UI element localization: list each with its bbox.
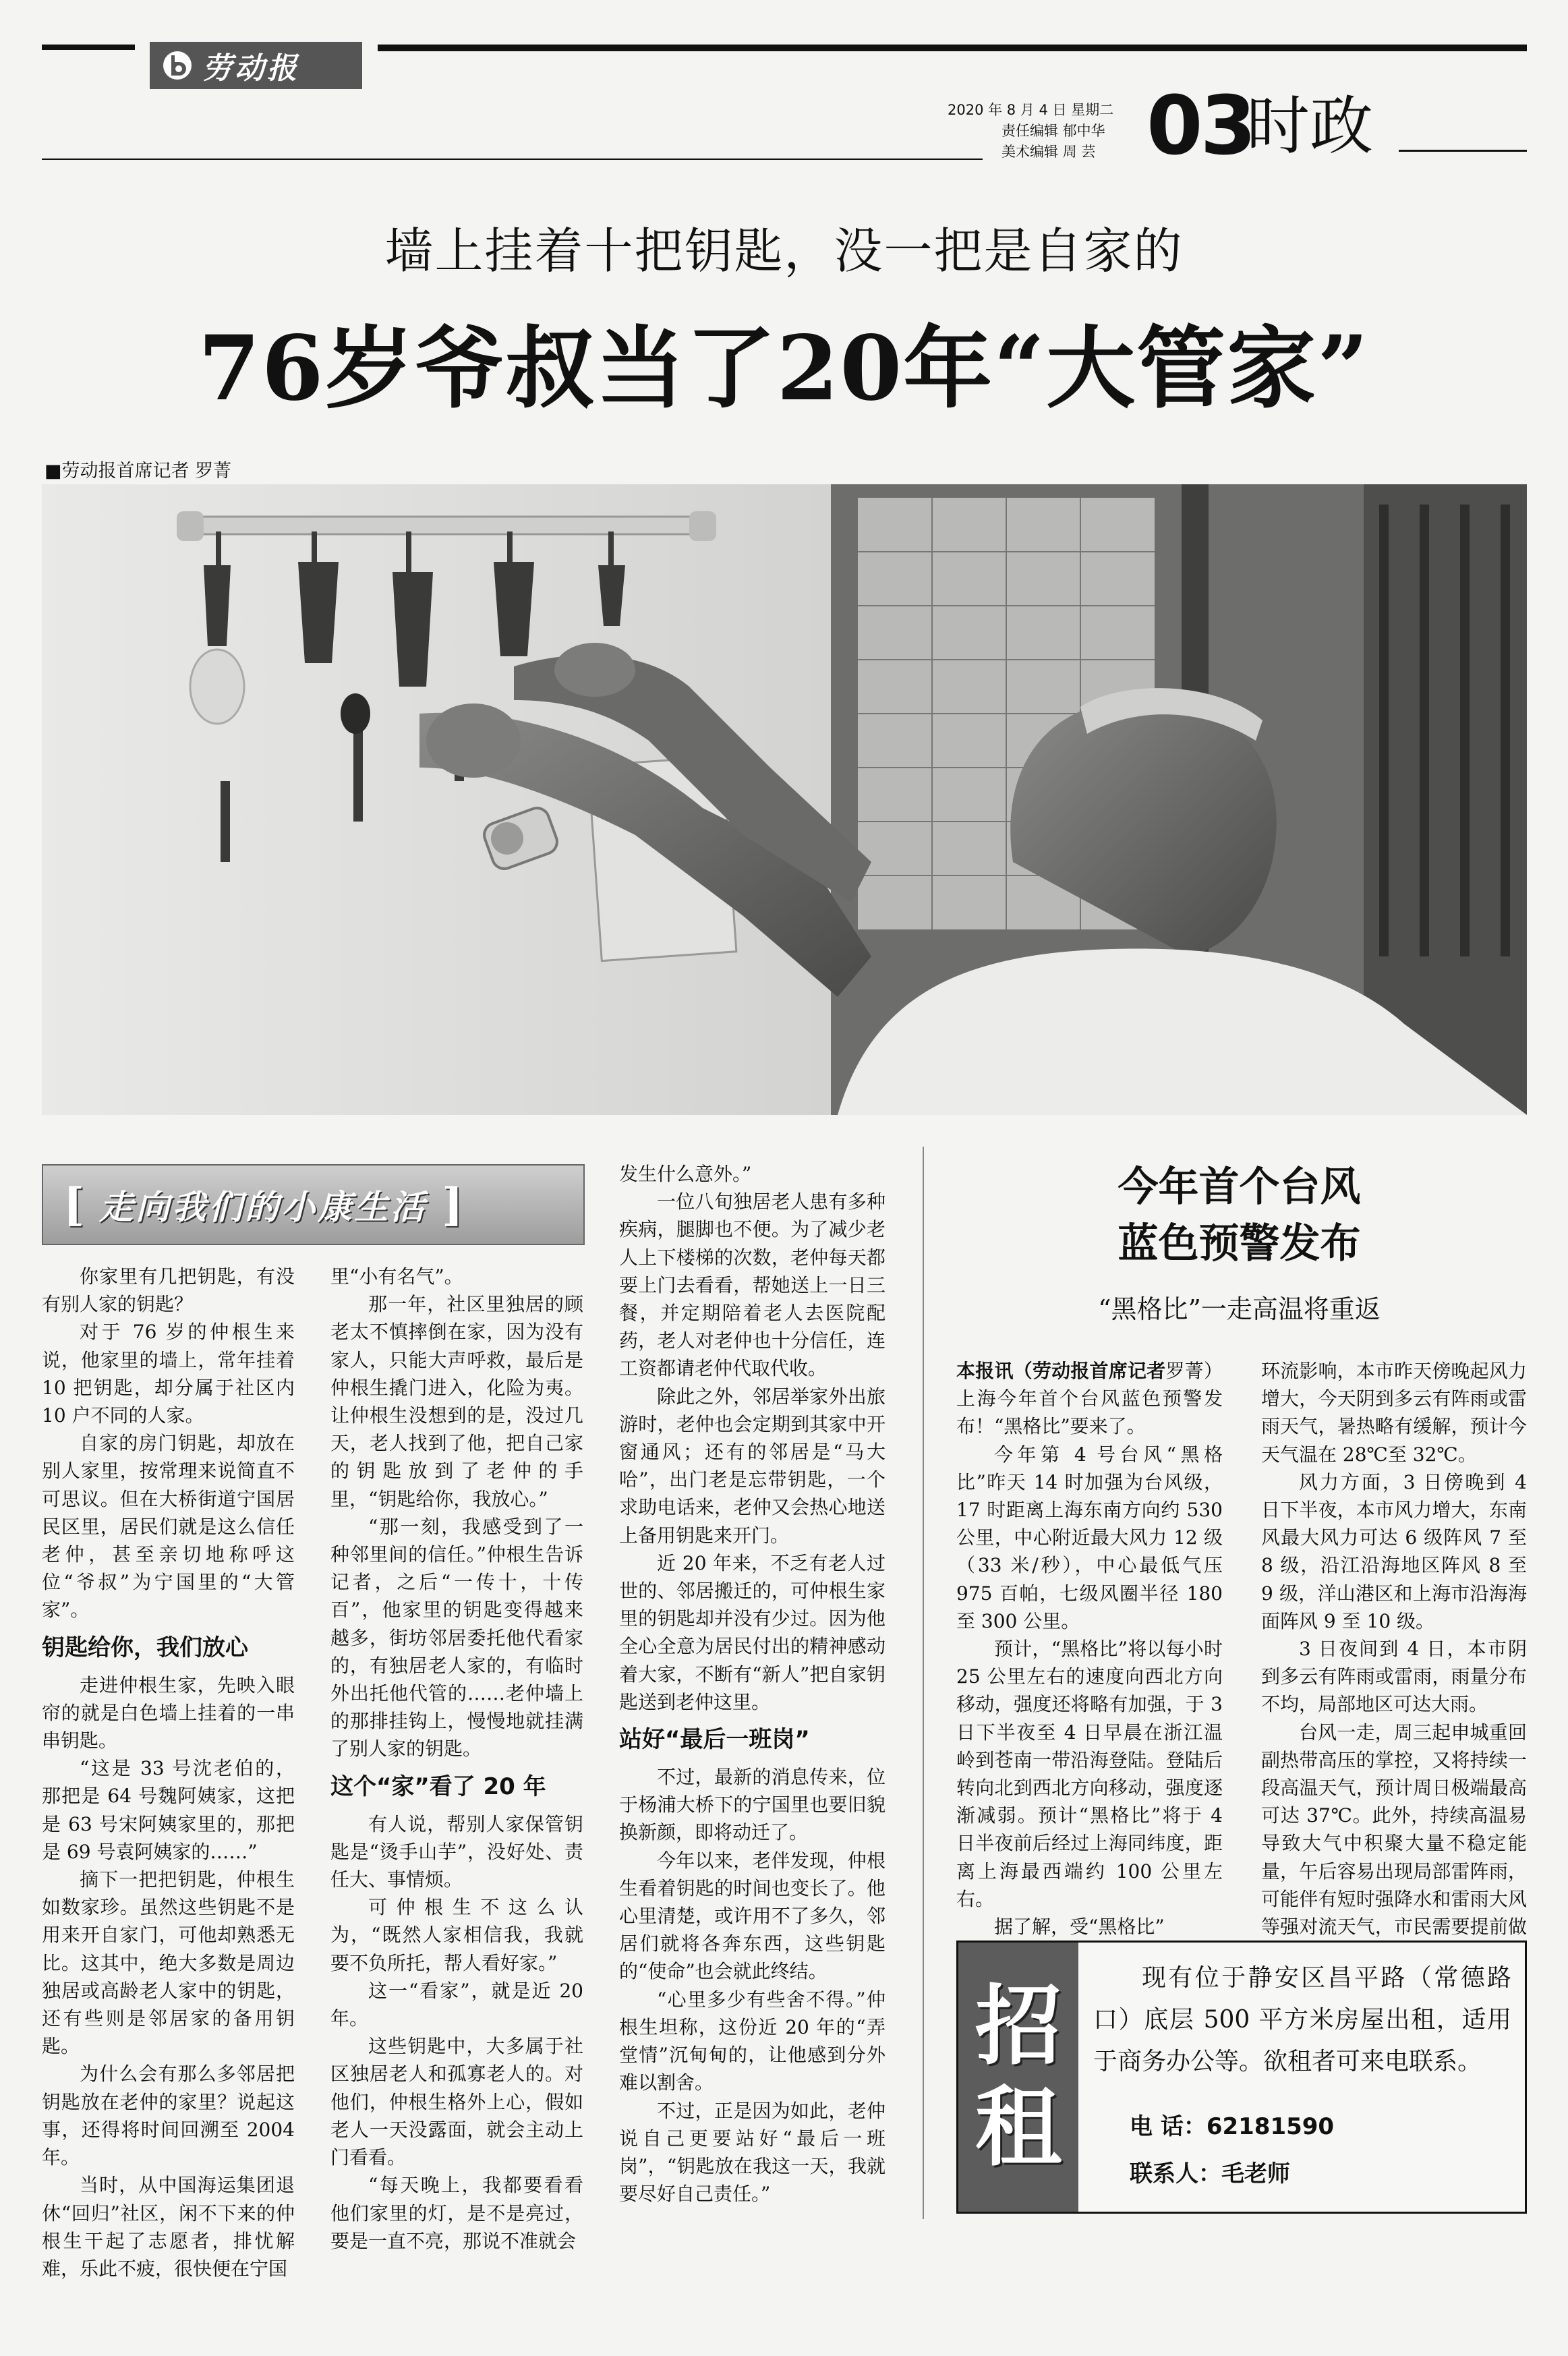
rental-ad-contact: 联系人：毛老师 [1130, 2160, 1290, 2187]
top-rule-left [42, 45, 135, 50]
rental-ad-label [958, 1943, 1078, 2212]
article-paragraph: 摘下一把把钥匙，仲根生如数家珍。虽然这些钥匙不是用来开自家门，可他却熟悉无比。这其中，绝大多数是周边独居或高龄老人家中的钥匙，还有些则是邻居家的备用钥匙。 [42, 1868, 295, 2058]
article-column-1 [42, 1263, 295, 2282]
page-number: 03 [1146, 80, 1254, 173]
masthead-tab [150, 42, 362, 89]
rental-ad [956, 1941, 1527, 2214]
article-paragraph: 对于 76 岁的仲根生来说，他家里的墙上，常年挂着 10 把钥匙，却分属于社区内 10 户不同的人家。 [42, 1321, 295, 1427]
article-paragraph: 除此之外，邻居举家外出旅游时，老仲也会定期到其家中开窗通风；还有的邻居是“马大哈”，出门老是忘带钥匙，一个求助电话来，老仲又会热心地送上备用钥匙来开门。 [619, 1385, 885, 1547]
banner-bracket-right: ] [442, 1178, 463, 1231]
header-rule-left [42, 159, 983, 160]
column-divider [923, 1147, 924, 2219]
article-paragraph: 自家的房门钥匙，却放在别人家里，按常理来说简直不可思议。但在大桥街道宁国居民区里，居民们就是这么信任老仲，甚至亲切地称呼这位“爷叔”为宁国里的“大管家”。 [42, 1432, 295, 1621]
typhoon-column-2 [1261, 1357, 1527, 1968]
typhoon-paragraph: 上海今年首个台风蓝色预警发布！“黑格比”要来了。 [956, 1387, 1223, 1438]
issue-date: 2020 年 8 月 4 日 星期二 [948, 102, 1114, 118]
typhoon-paragraph: 环流影响，本市昨天傍晚起风力增大，今天阴到多云有阵雨或雷雨天气，暑热略有缓解，预计今天气温在 28℃至 32℃。 [1261, 1360, 1527, 1466]
article-photo [42, 484, 1527, 1115]
masthead-logo-icon [162, 50, 193, 81]
rental-ad-char-1: 招 [975, 1976, 1062, 2077]
typhoon-paragraph: 今年第 4 号台风“黑格比”昨天 14 时加强为台风级，17 时距离上海东南方向约 530 公里，中心附近最大风力 12 级（33 米/秒），中心最低气压 975 百帕，七级风圈半径 180 至 300 公里。 [956, 1443, 1223, 1632]
rental-ad-char-2: 租 [975, 2077, 1062, 2178]
typhoon-paragraph: 3 日夜间到 4 日，本市阴到多云有阵雨或雷雨，雨量分布不均，局部地区可达大雨。 [1261, 1638, 1527, 1716]
rental-ad-body: 现有位于静安区昌平路（常德路口）底层 500 平方米房屋出租，适用于商务办公等。欲租者可来电联系。 [1093, 1964, 1511, 2075]
article-paragraph: 那一年，社区里独居的顾老太不慎摔倒在家，因为没有家人，只能大声呼救，最后是仲根生撬门进入，化险为夷。让仲根生没想到的是，没过几天，老人找到了他，把自己家的钥匙放到了老仲的手里，“钥匙给你，我放心。” [330, 1293, 583, 1510]
article-paragraph: “那一刻，我感受到了一种邻里间的信任。”仲根生告诉记者，之后“一传十，十传百”，他家里的钥匙变得越来越多，街坊邻居委托他代看家的，有独居老人家的，有临时外出托他代管的……老仲墙上的那排挂钩上，慢慢地就挂满了别人家的钥匙。 [330, 1515, 583, 1760]
typhoon-paragraph: 预计，“黑格比”将以每小时 25 公里左右的速度向西北方向移动，强度还将略有加强，于 3 日下半夜至 4 日早晨在浙江温岭到苍南一带沿海登陆。登陆后转向北到西北方向移动，强度逐渐减弱。预计“黑格比”将于 4 日半夜前后经过上海同纬度，距离上海最西端约 100 公里左右。 [956, 1638, 1223, 1910]
article-subhead: 钥匙给你，我们放心 [42, 1634, 248, 1661]
masthead-name: 劳动报 [202, 51, 299, 86]
article-headline: 76岁爷叔当了20年“大管家” [198, 316, 1370, 421]
typhoon-paragraph: 台风一走，周三起申城重回副热带高压的掌控，又将持续一段高温天气，预计周日极端最高可达 37℃。此外，持续高温易导致大气中积聚大量不稳定能量，午后容易出现局部雷阵雨，可能伴有短时强降水和雷雨大风等强对流天气，市民需要提前做 [1261, 1721, 1527, 1938]
article-paragraph: 当时，从中国海运集团退休“回归”社区，闲不下来的仲根生干起了志愿者，排忧解难，乐此不疲，很快便在宁国 [42, 2174, 295, 2280]
issue-meta [948, 100, 1153, 163]
banner-bracket-left: [ [63, 1178, 85, 1231]
article-paragraph: 近 20 年来，不乏有老人过世的、邻居搬迁的，可仲根生家里的钥匙却并没有少过。因为他全心全意为居民付出的精神感动着大家，不断有“新人”把自家钥匙送到老仲这里。 [619, 1551, 885, 1713]
typhoon-lead: 本报讯（劳动报首席记者 [956, 1360, 1166, 1382]
typhoon-title-line2: 蓝色预警发布 [1117, 1220, 1361, 1267]
article-kicker: 墙上挂着十把钥匙，没一把是自家的 [384, 223, 1184, 279]
article-paragraph: 走进仲根生家，先映入眼帘的就是白色墙上挂着的一串串钥匙。 [42, 1673, 295, 1752]
article-paragraph: 这一“看家”，就是近 20 年。 [330, 1979, 583, 2030]
typhoon-reporter: 罗菁） [1165, 1360, 1223, 1382]
article-paragraph: 你家里有几把钥匙，有没有别人家的钥匙？ [42, 1265, 295, 1316]
article-paragraph: 不过，最新的消息传来，位于杨浦大桥下的宁国里也要旧貌换新颜，即将动迁了。 [619, 1766, 885, 1844]
article-subhead: 站好“最后一班岗” [619, 1726, 810, 1754]
article-byline: ■劳动报首席记者 罗菁 [45, 461, 232, 482]
rental-ad-phone: 电 话：62181590 [1130, 2113, 1335, 2140]
article-paragraph: 发生什么意外。” [619, 1163, 752, 1185]
article-column-2 [330, 1263, 583, 2255]
article-paragraph: 不过，正是因为如此，老仲说自己更要站好“最后一班岗”，“钥匙放在我这一天，我就要尽好自己责任。” [619, 2099, 885, 2206]
article-paragraph: 一位八旬独居老人患有多种疾病，腿脚也不便。为了减少老人上下楼梯的次数，老仲每天都要上门去看看，帮她送上一日三餐，并定期陪着老人去医院配药，老人对老仲也十分信任，连工资都请老仲代取代收。 [619, 1190, 885, 1380]
editor-credit: 责任编辑 郁中华 [1001, 123, 1105, 139]
section-name: 时政 [1246, 90, 1374, 163]
typhoon-subtitle: “黑格比”一走高温将重返 [1098, 1294, 1381, 1324]
art-editor-credit: 美术编辑 周 芸 [1001, 144, 1096, 160]
typhoon-title-line1: 今年首个台风 [1117, 1163, 1361, 1211]
article-paragraph: 里“小有名气”。 [330, 1265, 463, 1288]
article-column-3 [619, 1160, 885, 2208]
typhoon-column-1 [956, 1357, 1223, 1941]
column-banner-title: 走向我们的小康生活 [99, 1188, 428, 1227]
article-paragraph: 为什么会有那么多邻居把钥匙放在老仲的家里？说起这事，还得将时间回溯至 2004 年。 [42, 2063, 295, 2169]
header-rule-right [1399, 150, 1527, 152]
typhoon-paragraph: 风力方面，3 日傍晚到 4 日下半夜，本市风力增大，东南风最大风力可达 6 级阵风 7 至 8 级，沿江沿海地区阵风 8 至 9 级，洋山港区和上海市沿海海面阵风 9 至 10 级。 [1261, 1470, 1527, 1632]
top-rule-right [378, 45, 1527, 51]
article-paragraph: “每天晚上，我都要看看他们家里的灯，是不是亮过，要是一直不亮，那说不准就会 [330, 2174, 583, 2252]
article-paragraph: 有人说，帮别人家保管钥匙是“烫手山芋”，没好处、责任大、事情烦。 [330, 1812, 583, 1891]
typhoon-paragraph: 据了解，受“黑格比” [994, 1916, 1165, 1938]
article-paragraph: “这是 33 号沈老伯的，那把是 64 号魏阿姨家，这把是 63 号宋阿姨家里的，那把是 69 号袁阿姨家的……” [42, 1757, 295, 1863]
article-paragraph: 这些钥匙中，大多属于社区独居老人和孤寡老人的。对他们，仲根生格外上心，假如老人一天没露面，就会主动上门看看。 [330, 2035, 583, 2169]
article-subhead: 这个“家”看了 20 年 [330, 1773, 546, 1800]
article-paragraph: 今年以来，老伴发现，仲根生看着钥匙的时间也变长了。他心里清楚，或许用不了多久，邻居们就将各奔东西，这些钥匙的“使命”也会就此终结。 [619, 1849, 885, 1983]
article-paragraph: “心里多少有些舍不得。”仲根生坦称，这份近 20 年的“弄堂情”沉甸甸的，让他感到分外难以割舍。 [619, 1988, 885, 2094]
column-banner [42, 1164, 585, 1245]
article-paragraph: 可仲根生不这么认为，“既然人家相信我，我就要不负所托，帮人看好家。” [330, 1896, 583, 1974]
